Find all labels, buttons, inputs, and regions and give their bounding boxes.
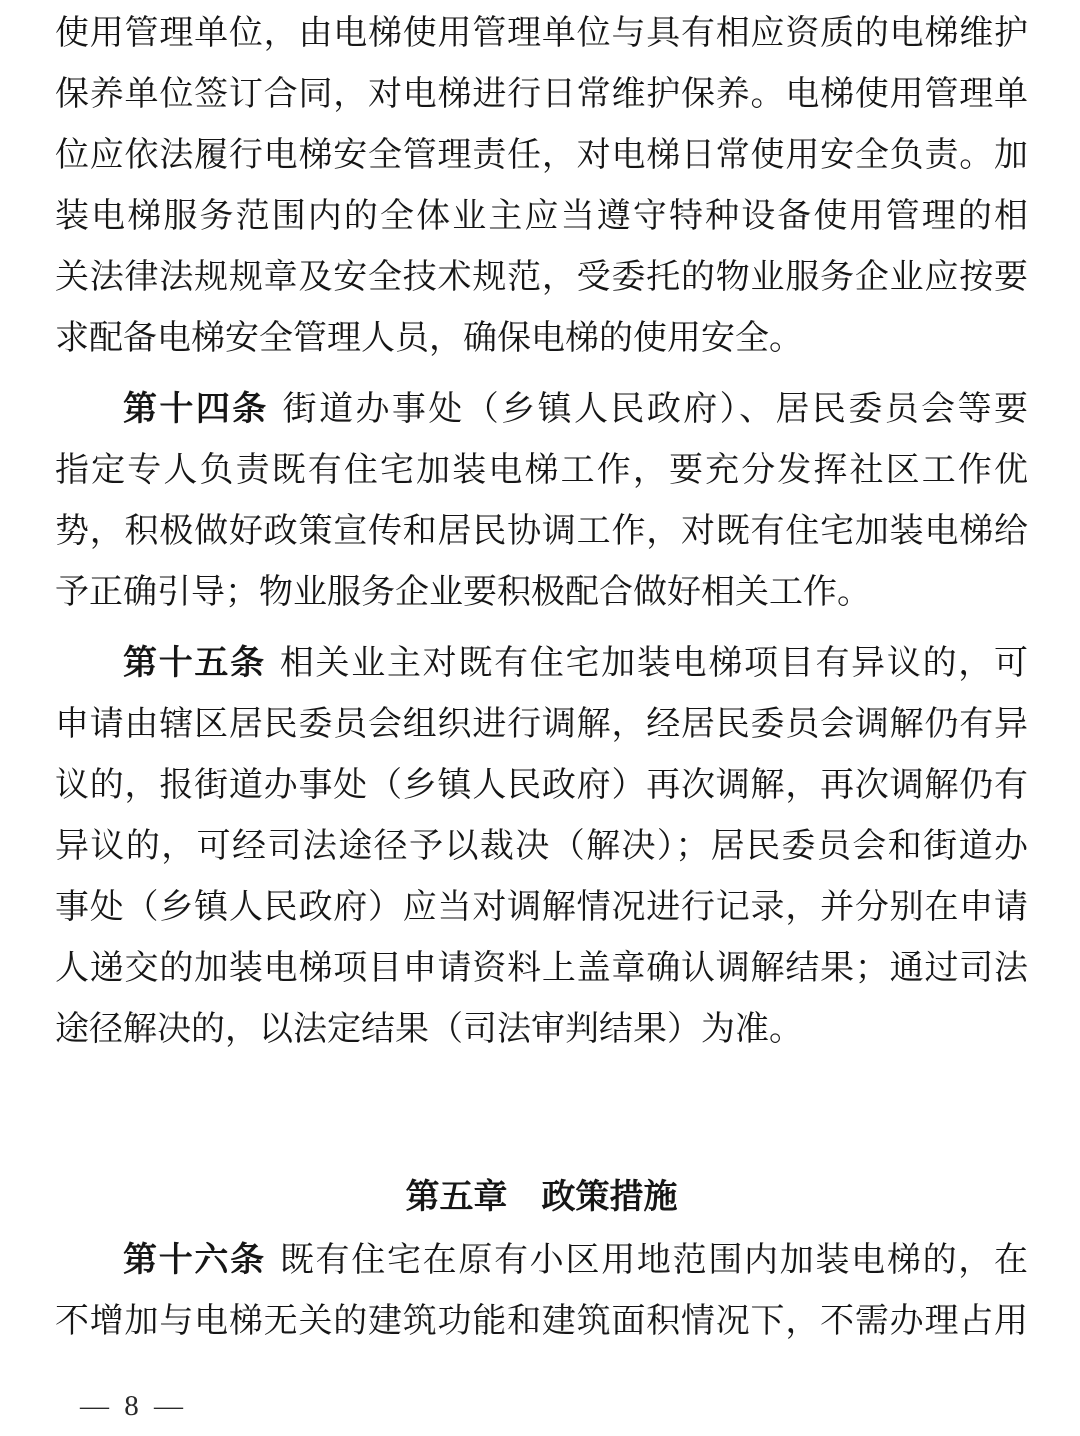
text-run: 街道办事处（乡镇人民政府）、居民委员会等要 — [282, 390, 1029, 428]
text-line — [55, 379, 1028, 440]
text-line: 指定专人负责既有住宅加装电梯工作，要充分发挥社区工作优 — [55, 451, 1028, 489]
article-number: 第十四条 — [123, 390, 269, 428]
article-number: 第十六条 — [123, 1241, 266, 1279]
text-line: 使用管理单位，由电梯使用管理单位与具有相应资质的电梯维护 — [55, 14, 1028, 52]
text-line: 保养单位签订合同，对电梯进行日常维护保养。电梯使用管理单 — [55, 75, 1028, 113]
text-line: 议的，报街道办事处（乡镇人民政府）再次调解，再次调解仍有 — [55, 766, 1028, 804]
text-line: 不增加与电梯无关的建筑功能和建筑面积情况下，不需办理占用 — [55, 1302, 1028, 1340]
text-line: 申请由辖区居民委员会组织进行调解，经居民委员会调解仍有异 — [55, 705, 1028, 743]
text-line: 装电梯服务范围内的全体业主应当遵守特种设备使用管理的相 — [55, 197, 1028, 235]
paragraph-article-15 — [55, 633, 1028, 1060]
paragraph-article-16 — [55, 1230, 1028, 1352]
text-line: 事处（乡镇人民政府）应当对调解情况进行记录，并分别在申请 — [55, 888, 1028, 926]
text-line: 人递交的加装电梯项目申请资料上盖章确认调解结果；通过司法 — [55, 949, 1028, 987]
page-number: — 8 — — [80, 1390, 184, 1422]
text-line: 途径解决的，以法定结果（司法审判结果）为准。 — [55, 1010, 803, 1048]
text-line: 关法律法规规章及安全技术规范，受委托的物业服务企业应按要 — [55, 258, 1028, 296]
text-line: 予正确引导；物业服务企业要积极配合做好相关工作。 — [55, 573, 871, 611]
text-run: 既有住宅在原有小区用地范围内加装电梯的，在 — [279, 1241, 1029, 1279]
text-line: 求配备电梯安全管理人员，确保电梯的使用安全。 — [55, 319, 803, 357]
text-line: 势，积极做好政策宣传和居民协调工作，对既有住宅加装电梯给 — [55, 512, 1028, 550]
article-number: 第十五条 — [123, 644, 266, 682]
text-line — [55, 1230, 1028, 1291]
document-body — [55, 3, 1028, 1352]
chapter-heading: 第五章 政策措施 — [405, 1178, 678, 1216]
text-run: 相关业主对既有住宅加装电梯项目有异议的，可 — [279, 644, 1029, 682]
paragraph — [55, 3, 1028, 369]
text-line: 位应依法履行电梯安全管理责任，对电梯日常使用安全负责。加 — [55, 136, 1028, 174]
text-line — [55, 633, 1028, 694]
paragraph-article-14 — [55, 379, 1028, 623]
text-line: 异议的，可经司法途径予以裁决（解决）；居民委员会和街道办 — [55, 827, 1028, 865]
